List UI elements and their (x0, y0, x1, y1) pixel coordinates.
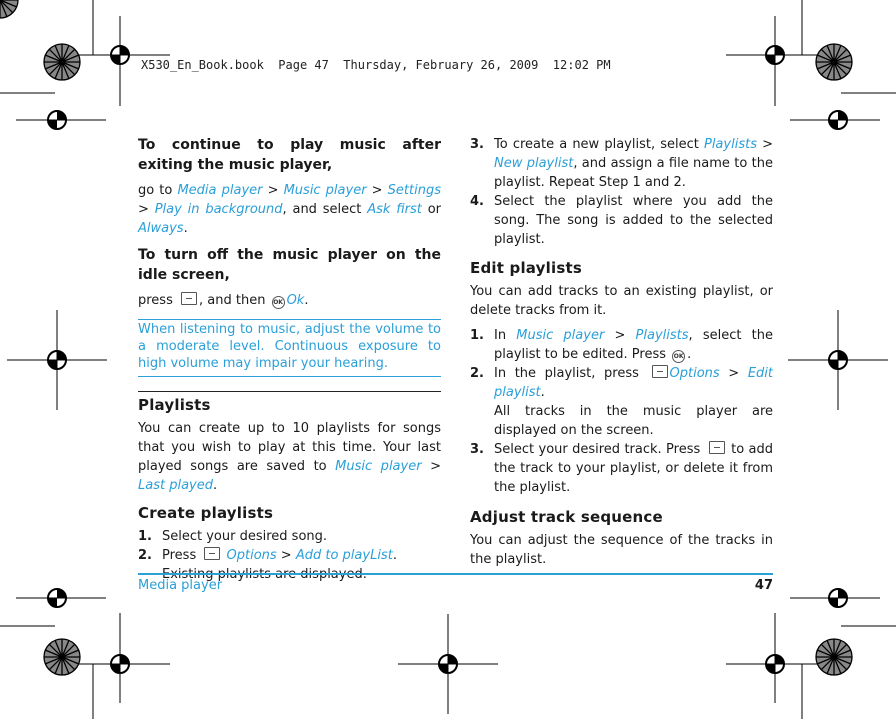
list-item: 1. In Music player > Playlists, select the playlist to be edited. Press OK . (470, 328, 773, 362)
soft-key-icon (204, 547, 220, 560)
menu-link: Music player (283, 183, 367, 198)
soft-key-icon (709, 441, 725, 454)
menu-link: Add to playList (295, 548, 393, 563)
list-item: 1. Select your desired song. (138, 529, 328, 544)
menu-link: Media player (177, 183, 263, 198)
volume-warning-note: When listening to music, adjust the volume to a moderate level. Continuous exposure to high volume may impair your hearing. (138, 319, 441, 377)
menu-link: Options (226, 548, 277, 563)
left-column (138, 135, 441, 584)
turn-off-instructions: press , and then OK Ok. (138, 293, 309, 308)
continue-music-instructions: go to Media player > Music player > Settings > Play in background, and select Ask first or Always. (138, 183, 441, 236)
option-link: Always (138, 221, 184, 236)
soft-key-icon (181, 292, 197, 305)
edit-playlists-steps (470, 326, 773, 497)
edit-playlists-description: You can add tracks to an existing playlist, or delete tracks from it. (470, 284, 773, 318)
continue-music-heading: To continue to play music after exiting the music player, (138, 137, 441, 173)
menu-link: Playlists (703, 137, 757, 152)
menu-link: Options (669, 366, 720, 381)
adjust-sequence-description: You can adjust the sequence of the tracks in the playlist. (470, 533, 773, 567)
menu-link: Play in background (154, 202, 283, 217)
page-number: 47 (754, 578, 773, 593)
right-column (470, 135, 773, 569)
create-playlists-heading: Create playlists (138, 504, 274, 522)
section-divider (138, 391, 441, 392)
ok-link: Ok (286, 293, 305, 308)
menu-link: Music player (516, 328, 605, 343)
playlists-heading: Playlists (138, 396, 211, 414)
menu-link: Edit playlist (494, 366, 773, 400)
menu-link: Music player (335, 459, 422, 474)
turn-off-heading: To turn off the music player on the idle screen, (138, 247, 441, 283)
list-item: 2. Press Options > Add to playList. (138, 548, 397, 563)
option-link: Ask first (367, 202, 422, 217)
menu-link: Settings (387, 183, 441, 198)
list-item: 3. To create a new playlist, select Playlists > New playlist, and assign a file name to the playlist. Repeat Step 1 and 2. (470, 137, 773, 190)
edit-playlists-heading: Edit playlists (470, 259, 582, 277)
playlists-description: You can create up to 10 playlists for songs that you wish to play at this time. Your last played songs are saved to Music player > Last played. (138, 421, 441, 493)
menu-link: Playlists (635, 328, 689, 343)
list-item: 4. Select the playlist where you add the song. The song is added to the selected playlist. (470, 194, 773, 247)
footer-rule (138, 573, 773, 575)
create-playlists-steps-continued (470, 135, 773, 249)
menu-link: New playlist (494, 156, 574, 171)
ok-key-icon: OK (672, 350, 685, 363)
menu-link: Last played (138, 478, 213, 493)
soft-key-icon (652, 365, 668, 378)
book-header: X530_En_Book.book Page 47 Thursday, February 26, 2009 12:02 PM (141, 58, 611, 72)
footer-section-title: Media player (138, 578, 223, 593)
list-item: 3. Select your desired track. Press to add the track to your playlist, or delete it from the playlist. (470, 442, 774, 495)
adjust-sequence-heading: Adjust track sequence (470, 508, 663, 526)
ok-key-icon: OK (272, 296, 285, 309)
list-item: 2. In the playlist, press Options > Edit playlist. All tracks in the music player are displayed on the screen. (470, 366, 773, 438)
